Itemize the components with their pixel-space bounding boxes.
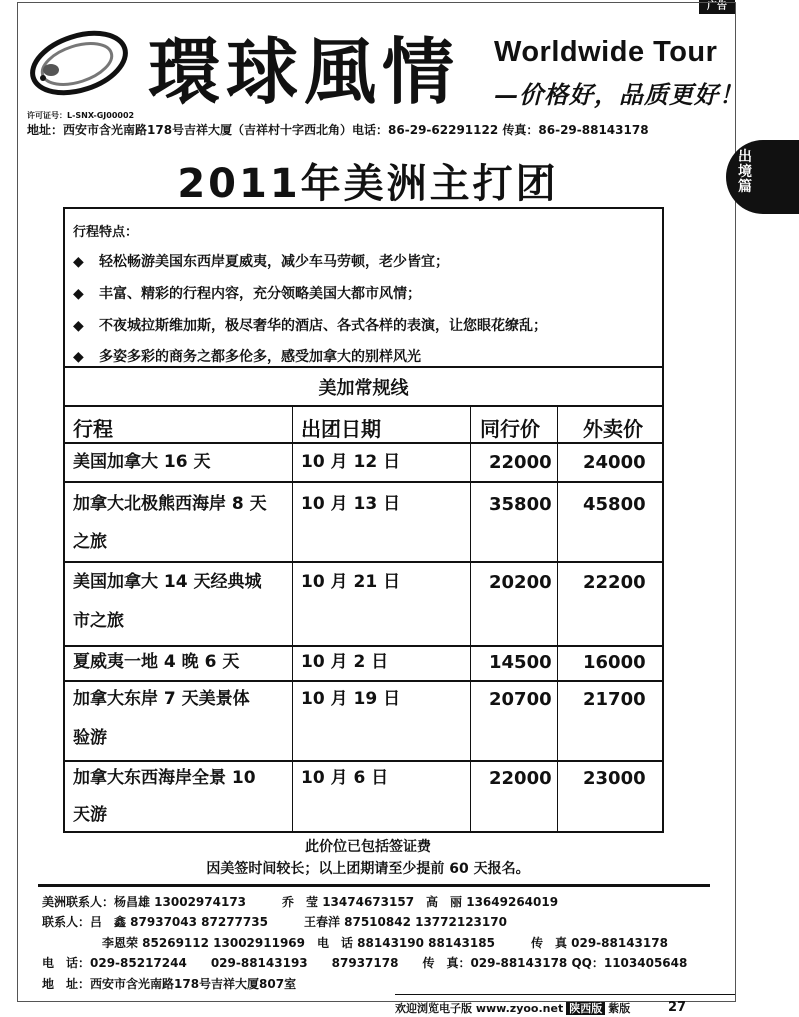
divider: [65, 680, 662, 682]
departure-date: 10 月 2 日: [301, 652, 389, 672]
retail-price: 21700: [583, 689, 646, 710]
retail-price: 22200: [583, 572, 646, 593]
route-name: 加拿大东西海岸全景 10: [73, 768, 256, 788]
footer-site: [395, 1000, 630, 1016]
peer-price: 22000: [489, 452, 552, 473]
contact-line: 地 址：西安市含光南路178号吉祥大厦807室: [42, 977, 297, 991]
retail-price: 24000: [583, 452, 646, 473]
route-name: 夏威夷一地 4 晚 6 天: [73, 652, 240, 672]
route-section-title: 美加常规线: [318, 378, 409, 399]
diamond-bullet-icon: ◆: [73, 318, 84, 334]
route-name: 加拿大北极熊西海岸 8 天: [73, 494, 267, 514]
site-url: 欢迎浏览电子版 www.zyoo.net: [395, 1002, 564, 1015]
diamond-bullet-icon: ◆: [73, 254, 84, 270]
col-header-peer-price: 同行价: [480, 417, 540, 441]
column-divider: [557, 405, 558, 831]
features-heading: 行程特点：: [73, 225, 139, 240]
feature-item: ◆ 轻松畅游美国东西岸夏威夷，减少车马劳顿，老少皆宜；: [73, 254, 449, 270]
retail-price: 45800: [583, 494, 646, 515]
route-name-cont: 验游: [73, 728, 107, 748]
retail-price: 23000: [583, 768, 646, 789]
departure-date: 10 月 6 日: [301, 768, 389, 788]
divider: [65, 405, 662, 407]
price-note: 此价位已包括签证费: [305, 839, 431, 855]
col-header-date: 出团日期: [301, 417, 381, 441]
divider: [65, 481, 662, 483]
column-divider: [470, 405, 471, 831]
diamond-bullet-icon: ◆: [73, 349, 84, 365]
departure-date: 10 月 13 日: [301, 494, 401, 514]
brand-en: Worldwide Tour: [494, 36, 718, 68]
page-number: 27: [668, 1000, 687, 1015]
peer-price: 20700: [489, 689, 552, 710]
brand-cn: 環球風情: [148, 29, 461, 114]
edition-tag: 陕西版: [566, 1002, 605, 1015]
feature-item: ◆ 不夜城拉斯维加斯，极尽奢华的酒店、各式各样的表演，让您眼花缭乱；: [73, 318, 547, 334]
section-tab: [726, 140, 799, 214]
ad-tag: 广告: [699, 0, 735, 14]
departure-date: 10 月 12 日: [301, 452, 401, 472]
peer-price: 22000: [489, 768, 552, 789]
feature-item: ◆ 丰富、精彩的行程内容，充分领略美国大都市风情；: [73, 286, 421, 302]
globe-logo-icon: [27, 30, 131, 96]
edition-label: 紫版: [608, 1002, 631, 1015]
contact-line: 李恩荣 85269112 13002911969 电 话 88143190 88143185 传 真 029-88143178: [42, 936, 668, 950]
col-header-route: 行程: [73, 417, 113, 441]
peer-price: 14500: [489, 652, 552, 673]
divider: [65, 561, 662, 563]
contact-line: 美洲联系人：杨昌雄 13002974173 乔 莹 13474673157 高 丽 13649264019: [42, 895, 559, 909]
peer-price: 20200: [489, 572, 552, 593]
signup-note: 因美签时间较长；以上团期请至少提前 60 天报名。: [206, 861, 530, 877]
itinerary-box: [63, 207, 664, 833]
route-name-cont: 市之旅: [73, 611, 124, 631]
brand-slogan: —价格好，品质更好！: [494, 80, 744, 109]
column-divider: [292, 405, 293, 831]
route-name-cont: 天游: [73, 805, 107, 825]
agency-address: 地址：西安市含光南路178号吉祥大厦（吉祥村十字西北角）电话：86-29-62291122 传真：86-29-88143178: [27, 123, 649, 137]
divider: [65, 442, 662, 444]
route-name: 加拿大东岸 7 天美景体: [73, 689, 250, 709]
departure-date: 10 月 19 日: [301, 689, 401, 709]
bottom-divider: [395, 994, 735, 995]
retail-price: 16000: [583, 652, 646, 673]
page-title: 2011年美洲主打团: [177, 161, 559, 207]
section-tab-label: 出境篇: [738, 149, 752, 195]
col-header-retail-price: 外卖价: [583, 417, 643, 441]
diamond-bullet-icon: ◆: [73, 286, 84, 302]
footer-divider: [38, 884, 710, 887]
divider: [65, 366, 662, 368]
route-name-cont: 之旅: [73, 532, 107, 552]
feature-item: ◆ 多姿多彩的商务之都多伦多，感受加拿大的别样风光: [73, 349, 421, 365]
divider: [65, 760, 662, 762]
peer-price: 35800: [489, 494, 552, 515]
contact-line: 联系人：吕 鑫 87937043 87277735 王春洋 87510842 13772123170: [42, 915, 507, 929]
contact-line: 电 话：029-85217244 029-88143193 87937178 传 真：029-88143178 QQ：1103405648: [42, 956, 688, 970]
departure-date: 10 月 21 日: [301, 572, 401, 592]
route-name: 美国加拿大 14 天经典城: [73, 572, 262, 592]
route-name: 美国加拿大 16 天: [73, 452, 211, 472]
permit-number: 许可证号：L-SNX-GJ00002: [27, 111, 135, 120]
